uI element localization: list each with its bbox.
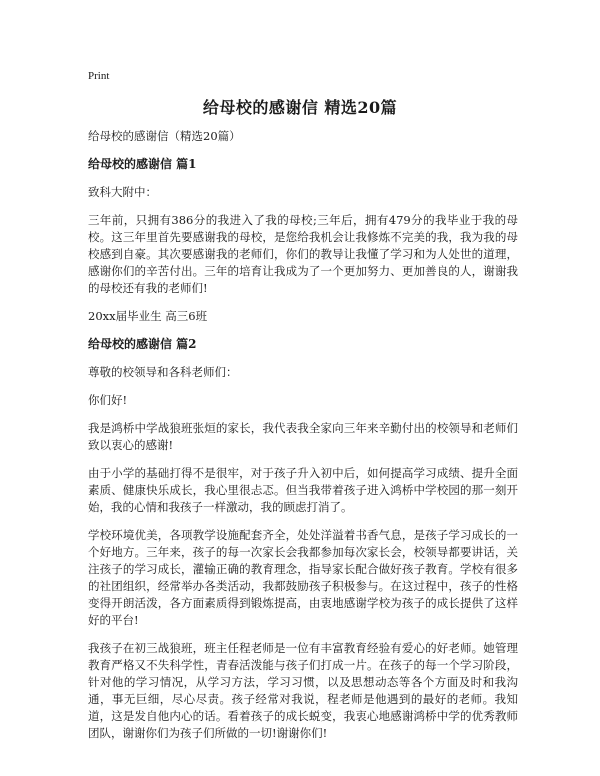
document-title: 给母校的感谢信 精选20篇 [202,98,398,117]
letter-paragraph: 由于小学的基础打得不是很牢，对于孩子升入初中后，如何提高学习成绩、提升全面素质、健康快乐成长，我心里很忐忑。但当我带着孩子进入鸿桥中学校园的那一刻开始，我的心情和我孩子一样激动，我的顾虑打消了。 [88,466,518,514]
letter-paragraph: 我是鸿桥中学战狼班张烜的家长，我代表我全家向三年来辛勤付出的校领导和老师们致以衷心的感谢! [88,421,518,452]
section-heading-2: 给母校的感谢信 篇2 [88,337,197,351]
document-body [88,128,518,753]
print-label: Print [88,70,110,82]
letter-greeting: 尊敬的校领导和各科老师们： [88,365,238,379]
section-heading-1: 给母校的感谢信 篇1 [88,157,197,171]
letter-paragraph: 学校环境优美，各项教学设施配套齐全，处处洋溢着书香气息，是孩子学习成长的一个好地方。三年来，孩子的每一次家长会我都参加每次家长会，校领导都要讲话，关注孩子的学习成长，灌输正确的教育理念，指导家长配合做好孩子教育。学校有很多的社团组织，经常举办各类活动，我都鼓励孩子积极参与。在这过程中，孩子的性格变得开朗活泼，各方面素质得到锻炼提高，由衷地感谢学校为孩子的成长提供了这样好的平台! [88,528,518,627]
letter-greeting-secondary: 你们好! [88,393,128,407]
document-subtitle: 给母校的感谢信（精选20篇） [88,129,241,143]
letter-signature: 20xx届毕业生 高三6班 [88,309,208,323]
letter-paragraph: 三年前，只拥有386分的我进入了我的母校;三年后，拥有479分的我毕业于我的母校。这三年里首先要感谢我的母校，是您给我机会让我修炼不完美的我，我为我的母校感到自豪。其次要感谢我的老师们，你们的教导让我懂了学习和为人处世的道理，感谢你们的辛苦付出。三年的培育让我成为了一个更加努力、更加善良的人，谢谢我的母校还有我的老师们! [88,213,518,295]
letter-paragraph: 我孩子在初三战狼班，班主任程老师是一位有丰富教育经验有爱心的好老师。她管理教育严格又不失科学性，青春活泼能与孩子们打成一片。在孩子的每一个学习阶段，针对他的学习情况，从学习方法，学习习惯，以及思想动态等各个方面及时和我沟通，事无巨细，尽心尽责。孩子经常对我说，程老师是他遇到的最好的老师。我知道，这是发自他内心的话。看着孩子的成长蜕变，我衷心地感谢鸿桥中学的优秀教师团队，谢谢你们为孩子们所做的一切!谢谢你们! [88,641,518,740]
letter-greeting: 致科大附中： [88,185,157,199]
